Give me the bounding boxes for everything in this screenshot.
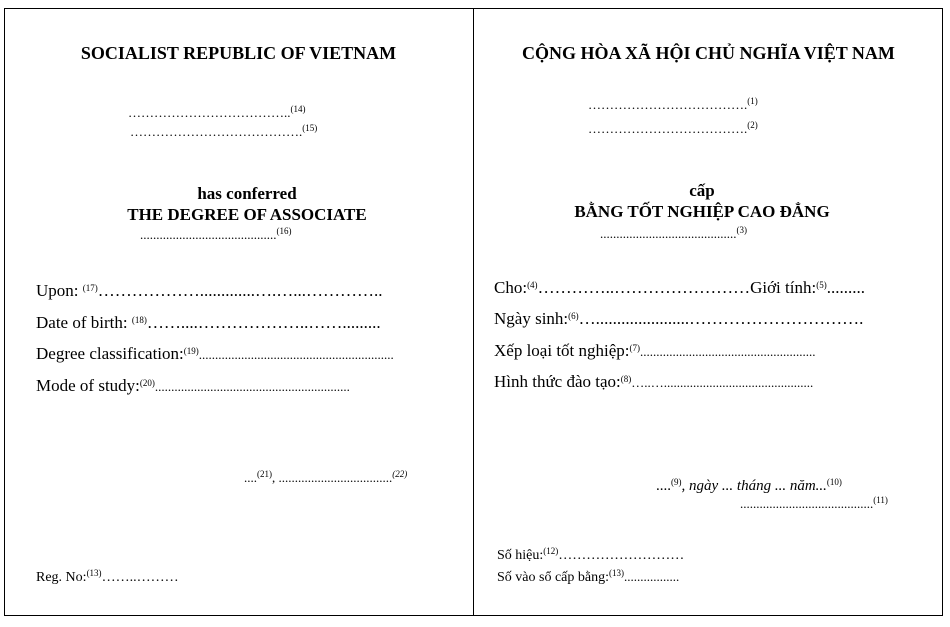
dotted-fill: ……..………	[101, 570, 179, 585]
ref-number: (2)	[747, 120, 758, 130]
dotted-fill: ............................................................	[198, 347, 394, 362]
ref-number: (9)	[671, 477, 682, 487]
right-line-1	[588, 96, 758, 114]
dotted-fill: ....	[244, 470, 257, 485]
field-mode-of-study	[36, 376, 350, 396]
field-label: Ngày sinh:	[494, 309, 569, 328]
dotted-fill: …......................………………………….	[578, 309, 864, 328]
field-upon	[36, 281, 383, 301]
dotted-fill: , ...................................	[272, 470, 393, 485]
ref-number: (5)	[816, 280, 827, 290]
ref-number: (13)	[608, 568, 624, 578]
right-cap: cấp	[689, 181, 715, 200]
dotted-fill: .................	[623, 569, 680, 584]
dotted-fill: ......................................................	[640, 344, 816, 359]
left-degree: THE DEGREE OF ASSOCIATE	[127, 205, 367, 224]
dotted-fill: ………………………	[558, 548, 685, 563]
left-reg-no	[36, 570, 179, 586]
dotted-fill: ..........................................	[140, 227, 277, 242]
ref-number: (15)	[302, 123, 318, 133]
ref-number: (11)	[873, 495, 888, 505]
dotted-fill: ……………………………….	[588, 97, 748, 112]
field-ngay-sinh	[494, 309, 863, 329]
right-so-hieu	[497, 548, 684, 564]
ref-number: (8)	[620, 374, 632, 384]
dotted-fill: …………..……………………	[537, 278, 751, 297]
left-line-15	[130, 123, 317, 141]
left-line-14	[128, 104, 306, 122]
ref-number: (19)	[183, 346, 199, 356]
ref-number: (18)	[131, 315, 147, 325]
dotted-fill: …..…..............................................	[631, 375, 814, 390]
dotted-fill: ............................................................	[154, 379, 350, 394]
field-label: Xếp loại tốt nghiệp:	[494, 341, 630, 360]
right-degree: BẰNG TỐT NGHIỆP CAO ĐẲNG	[574, 202, 830, 221]
ref-number: (3)	[736, 225, 747, 235]
left-place-date	[244, 470, 407, 486]
left-line-16	[140, 226, 292, 244]
ref-number: (22)	[392, 469, 408, 479]
ref-number: (20)	[139, 378, 155, 388]
field-xep-loai	[494, 341, 816, 361]
right-place-date	[656, 478, 842, 495]
field-degree-classification	[36, 344, 394, 364]
field-date-of-birth	[36, 313, 381, 333]
ref-number: (14)	[290, 104, 306, 114]
field-label: Số hiệu:	[497, 548, 544, 563]
ref-number: (12)	[543, 546, 559, 556]
field-cho	[494, 278, 865, 298]
field-label: Degree classification:	[36, 344, 184, 363]
ref-number: (10)	[826, 477, 842, 487]
field-label: Mode of study:	[36, 376, 140, 395]
left-conferred: has conferred	[197, 184, 297, 203]
dotted-fill: ……....………………..…….........	[146, 313, 381, 332]
field-label: Date of birth:	[36, 313, 132, 332]
ref-number: (4)	[527, 280, 538, 290]
ref-number: (7)	[629, 343, 641, 353]
field-label: Reg. No:	[36, 570, 87, 585]
page-divider	[473, 8, 474, 616]
dotted-fill: .........................................	[740, 496, 874, 511]
dotted-fill: .........	[826, 278, 865, 297]
ref-number: (6)	[568, 311, 579, 321]
ref-number: (1)	[747, 96, 758, 106]
dotted-fill: ..........................................	[600, 226, 737, 241]
right-title: CỘNG HÒA XÃ HỘI CHỦ NGHĨA VIỆT NAM	[522, 43, 895, 63]
dotted-fill: ……………………………….	[588, 121, 748, 136]
field-label: Hình thức đào tạo:	[494, 372, 621, 391]
field-label: Số vào sổ cấp bằng:	[497, 570, 609, 585]
ref-number: (17)	[82, 283, 98, 293]
field-label: Cho:	[494, 278, 528, 297]
dotted-fill: ………………………………….	[130, 124, 303, 139]
dotted-fill: ....	[656, 478, 671, 494]
date-text: , ngày ... tháng ... năm...	[681, 478, 827, 494]
right-line-3	[600, 225, 747, 243]
dotted-fill: ……………….............….…...…………..	[97, 281, 383, 300]
field-label: Giới tính:	[750, 278, 817, 297]
field-hinh-thuc	[494, 372, 813, 392]
right-so-vao-so	[497, 569, 679, 586]
right-line-2	[588, 120, 758, 138]
ref-number: (16)	[276, 226, 292, 236]
right-line-11	[740, 495, 888, 513]
ref-number: (21)	[257, 469, 272, 479]
field-label: Upon:	[36, 281, 83, 300]
dotted-fill: ………………………………..	[128, 105, 291, 120]
ref-number: (13)	[86, 568, 102, 578]
left-title: SOCIALIST REPUBLIC OF VIETNAM	[80, 43, 397, 63]
